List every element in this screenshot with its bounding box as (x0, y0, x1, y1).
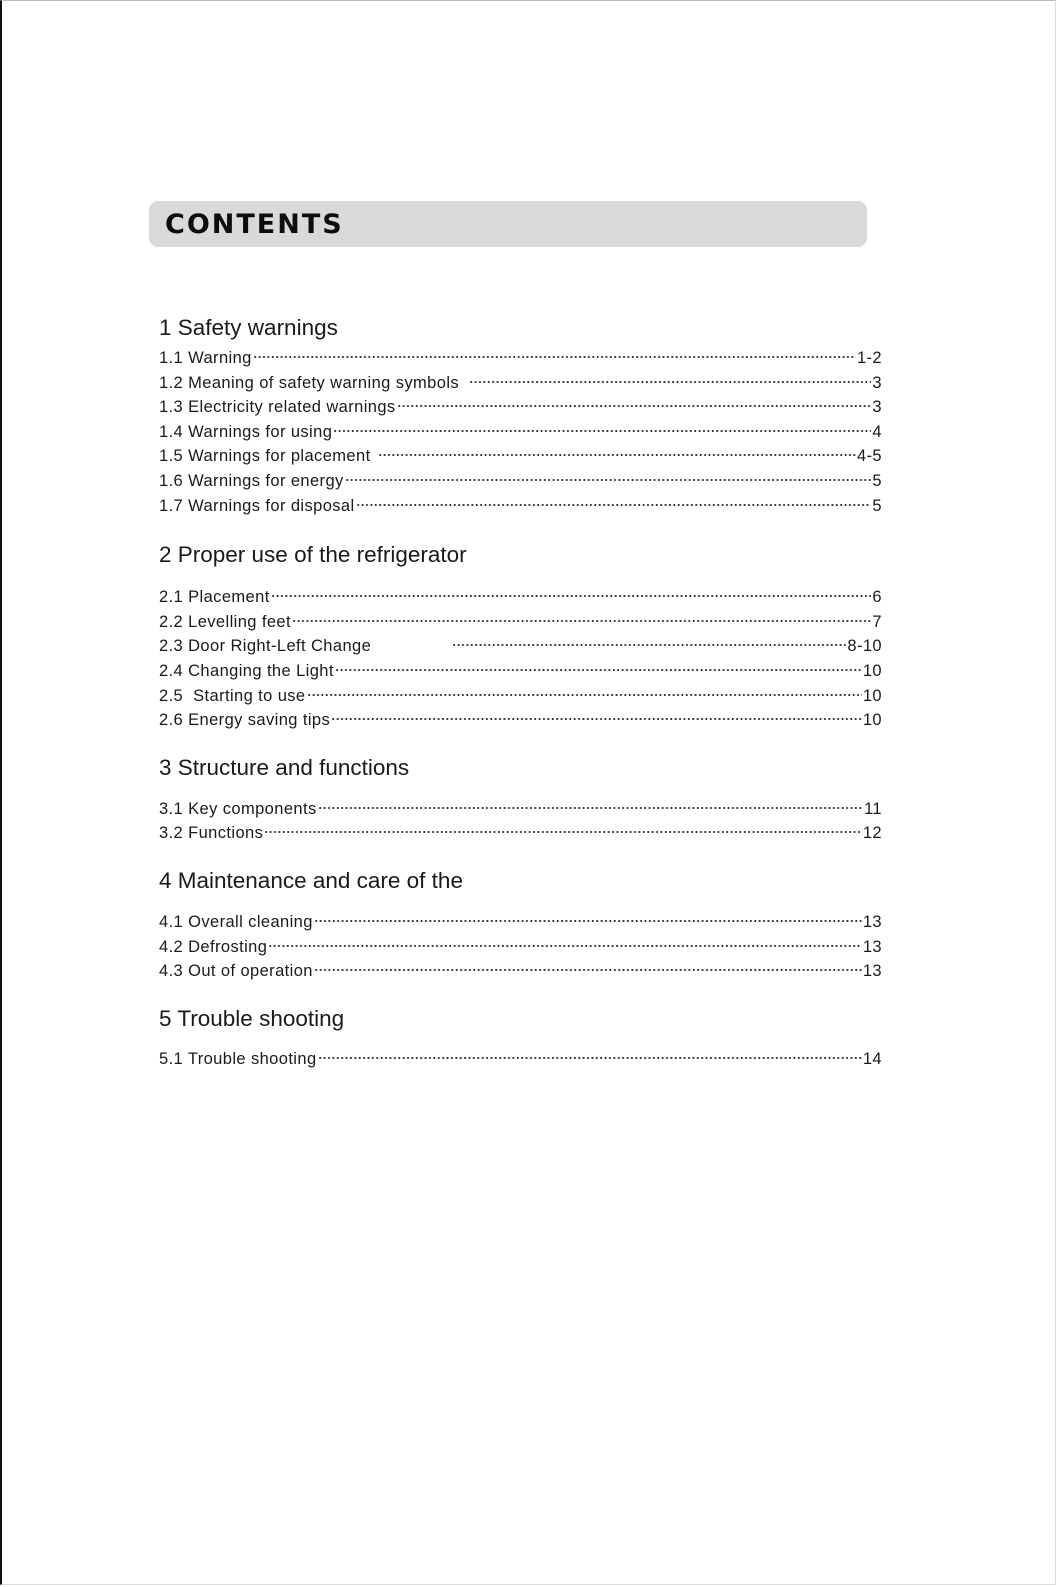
dot-leader (314, 968, 862, 972)
entry-label: 2.3 Door Right-Left Change (159, 637, 372, 656)
table-of-contents (159, 314, 882, 1074)
section-title: 5 Trouble shooting (159, 1005, 345, 1031)
toc-entry[interactable] (159, 613, 882, 638)
toc-entry[interactable] (159, 962, 882, 987)
toc-entry[interactable] (159, 637, 882, 662)
entry-page: 5 (872, 496, 882, 515)
dot-leader (307, 693, 862, 697)
dot-leader (318, 806, 863, 810)
toc-section-structure (159, 754, 882, 849)
entry-list (159, 800, 882, 849)
section-title: 2 Proper use of the refrigerator (159, 542, 467, 568)
dot-leader (253, 355, 856, 359)
entry-label: 1.4 Warnings for using (159, 422, 333, 441)
entry-label: 2.6 Energy saving tips (159, 711, 331, 730)
toc-entry[interactable] (159, 497, 882, 522)
dot-leader (469, 380, 871, 384)
entry-page: 3 (872, 398, 882, 417)
dot-leader (318, 1056, 862, 1060)
entry-list (159, 349, 882, 521)
entry-page: 4-5 (856, 447, 882, 466)
entry-list (159, 588, 882, 736)
toc-entry[interactable] (159, 824, 882, 849)
entry-label: 1.3 Electricity related warnings (159, 398, 396, 417)
entry-label: 5.1 Trouble shooting (159, 1049, 317, 1068)
entry-label: 1.1 Warning (159, 349, 252, 367)
toc-entry[interactable] (159, 1050, 882, 1075)
entry-label: 2.5 Starting to use (159, 686, 306, 705)
toc-entry[interactable] (159, 374, 882, 399)
entry-page: 4 (872, 422, 882, 441)
entry-page: 13 (862, 962, 882, 981)
contents-banner (149, 201, 867, 247)
toc-entry[interactable] (159, 711, 882, 736)
toc-entry[interactable] (159, 662, 882, 687)
dot-leader (452, 643, 846, 647)
entry-label: 3.2 Functions (159, 824, 264, 843)
toc-entry[interactable] (159, 472, 882, 497)
entry-page: 14 (862, 1049, 882, 1068)
dot-leader (333, 429, 871, 433)
entry-label: 2.2 Levelling feet (159, 612, 291, 631)
entry-label: 3.1 Key components (159, 799, 317, 818)
toc-entry[interactable] (159, 423, 882, 448)
entry-list (159, 913, 882, 987)
entry-label: 4.2 Defrosting (159, 937, 268, 956)
entry-page: 8-10 (847, 637, 882, 656)
dot-leader (268, 944, 862, 948)
entry-page: 13 (862, 912, 882, 931)
toc-entry[interactable] (159, 800, 882, 825)
dot-leader (345, 478, 872, 482)
entry-page: 3 (872, 373, 882, 392)
dot-leader (292, 619, 871, 623)
entry-page: 10 (862, 686, 882, 705)
dot-leader (335, 668, 862, 672)
entry-label: 2.4 Changing the Light (159, 661, 334, 680)
entry-page: 5 (872, 471, 882, 490)
entry-label: 2.1 Placement (159, 588, 270, 607)
dot-leader (331, 717, 862, 721)
entry-page: 6 (872, 588, 882, 607)
entry-label: 4.1 Overall cleaning (159, 912, 313, 931)
toc-entry[interactable] (159, 938, 882, 963)
toc-entry[interactable] (159, 398, 882, 423)
entry-page: 7 (872, 612, 882, 631)
toc-entry[interactable] (159, 447, 882, 472)
toc-entry[interactable] (159, 687, 882, 712)
entry-label: 4.3 Out of operation (159, 962, 313, 981)
entry-label: 1.7 Warnings for disposal (159, 496, 355, 515)
entry-page: 11 (864, 799, 882, 818)
dot-leader (378, 453, 856, 457)
entry-page: 13 (862, 937, 882, 956)
dot-leader (356, 503, 872, 507)
entry-label: 1.2 Meaning of safety warning symbols (159, 373, 460, 392)
toc-entry[interactable] (159, 349, 882, 374)
toc-entry[interactable] (159, 588, 882, 613)
toc-section-maintenance (159, 867, 882, 987)
toc-entry[interactable] (159, 913, 882, 938)
entry-page: 10 (862, 711, 882, 730)
toc-section-proper-use (159, 541, 882, 736)
dot-leader (397, 404, 872, 408)
contents-heading: CONTENTS (165, 209, 344, 240)
toc-section-safety-warnings (159, 314, 882, 521)
dot-leader (264, 830, 862, 834)
section-title: 1 Safety warnings (159, 315, 338, 340)
entry-label: 1.5 Warnings for placement (159, 447, 371, 466)
dot-leader (314, 919, 862, 923)
entry-page: 10 (862, 661, 882, 680)
entry-page: 12 (862, 824, 882, 843)
section-title: 3 Structure and functions (159, 754, 410, 780)
dot-leader (271, 594, 872, 598)
section-title: 4 Maintenance and care of the (159, 867, 463, 893)
entry-label: 1.6 Warnings for energy (159, 471, 344, 490)
entry-page: 1-2 (856, 349, 882, 367)
toc-section-trouble-shooting (159, 1005, 882, 1075)
entry-list (159, 1050, 882, 1075)
